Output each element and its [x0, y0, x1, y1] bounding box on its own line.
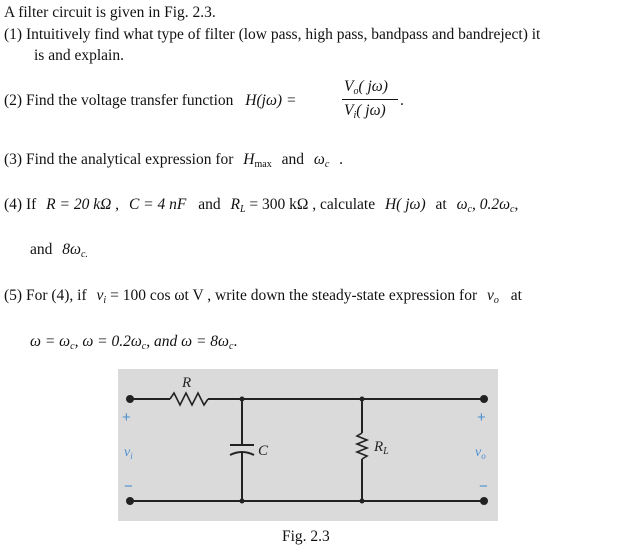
- intro-text: A filter circuit is given in Fig. 2.3.: [4, 4, 216, 21]
- question-2-prefix: (2) Find the voltage transfer function: [4, 92, 234, 109]
- question-4-line-2: and $8\omega_{c.}$: [30, 241, 88, 260]
- circuit-background: [118, 369, 498, 521]
- output-minus-sign: −: [479, 478, 488, 495]
- input-terminal-top: [126, 395, 134, 403]
- transfer-function-lhs: H(jω) =: [245, 92, 297, 109]
- output-terminal-bottom: [480, 497, 488, 505]
- question-2-end: .: [400, 92, 404, 109]
- question-5-line-2: $\omega = \omega_c$, $\omega = 0.2\omega_c$, and $\omega = 8\omega_c$.: [30, 333, 238, 352]
- input-terminal-bottom: [126, 497, 134, 505]
- fraction-numerator: $V_o$( jω): [344, 78, 388, 97]
- question-2: [4, 92, 296, 110]
- input-plus-sign: +: [122, 409, 131, 426]
- question-1-line-2: is and explain.: [34, 47, 124, 64]
- input-minus-sign: −: [124, 478, 133, 495]
- input-voltage-label: $v_i$: [124, 445, 133, 461]
- output-terminal-top: [480, 395, 488, 403]
- question-5-line-1: (5) For (4), if $v_i = 100$ cos ωt V , write down the steady-state expression for $v_o$ at: [4, 287, 522, 306]
- load-resistor-label: $R_L$: [374, 439, 389, 457]
- resistor-label: R: [182, 375, 192, 391]
- question-4-line-1: (4) If R = 20 kΩ , C = 4 nF and $R_L = 300$ kΩ , calculate H( jω) at $\omega_c$, $0.2\omega_c$,: [4, 196, 519, 215]
- figure-caption: Fig. 2.3: [282, 528, 330, 545]
- output-plus-sign: +: [477, 409, 486, 426]
- circuit-diagram: [118, 369, 498, 521]
- question-1-line-1: (1) Intuitively find what type of filter (low pass, high pass, bandpass and bandreject) it: [4, 26, 541, 43]
- question-3: (3) Find the analytical expression for $H_{max}$ and $\omega_c$ .: [4, 151, 344, 170]
- output-voltage-label: $v_o$: [475, 445, 486, 461]
- capacitor-label: C: [258, 443, 269, 459]
- fraction-denominator: $V_i$( jω): [344, 102, 386, 121]
- fraction-bar: [342, 99, 398, 100]
